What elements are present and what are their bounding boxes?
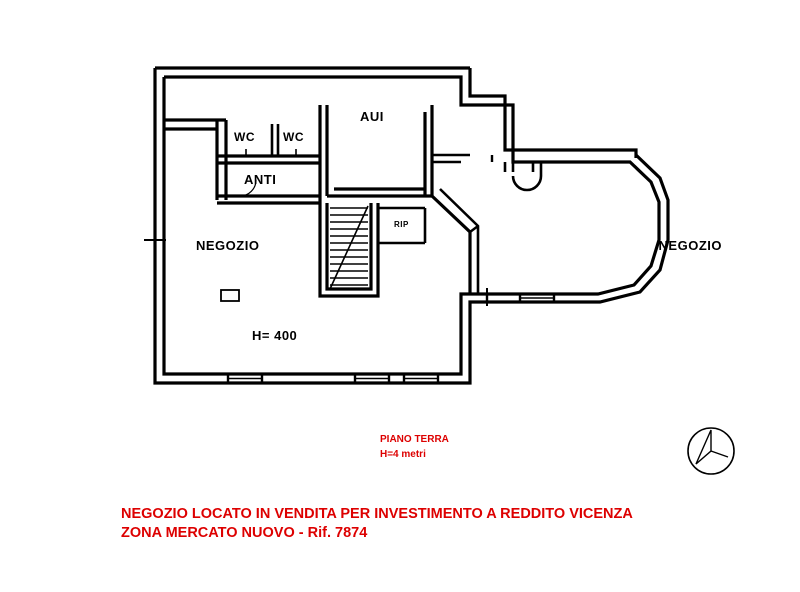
room-label-negozio-left: NEGOZIO [196,238,260,253]
legend-height-label: H=4 metri [380,449,426,460]
drawing-title-line-1: NEGOZIO LOCATO IN VENDITA PER INVESTIMENTO A REDDITO VICENZA [121,506,633,522]
north-arrow-icon [684,424,738,478]
drawing-title-block [121,505,633,543]
room-label-wc-2: WC [283,130,304,144]
room-label-wc-1: WC [234,130,255,144]
room-label-aui: AUI [360,109,384,124]
legend-floor-label: PIANO TERRA [380,434,449,445]
dimension-note-height: H= 400 [252,328,298,343]
room-label-rip: RIP [394,220,409,229]
room-label-negozio-right: NEGOZIO [658,238,722,253]
room-label-anti: ANTI [244,172,277,187]
drawing-title-line-2: ZONA MERCATO NUOVO - Rif. 7874 [121,525,368,541]
